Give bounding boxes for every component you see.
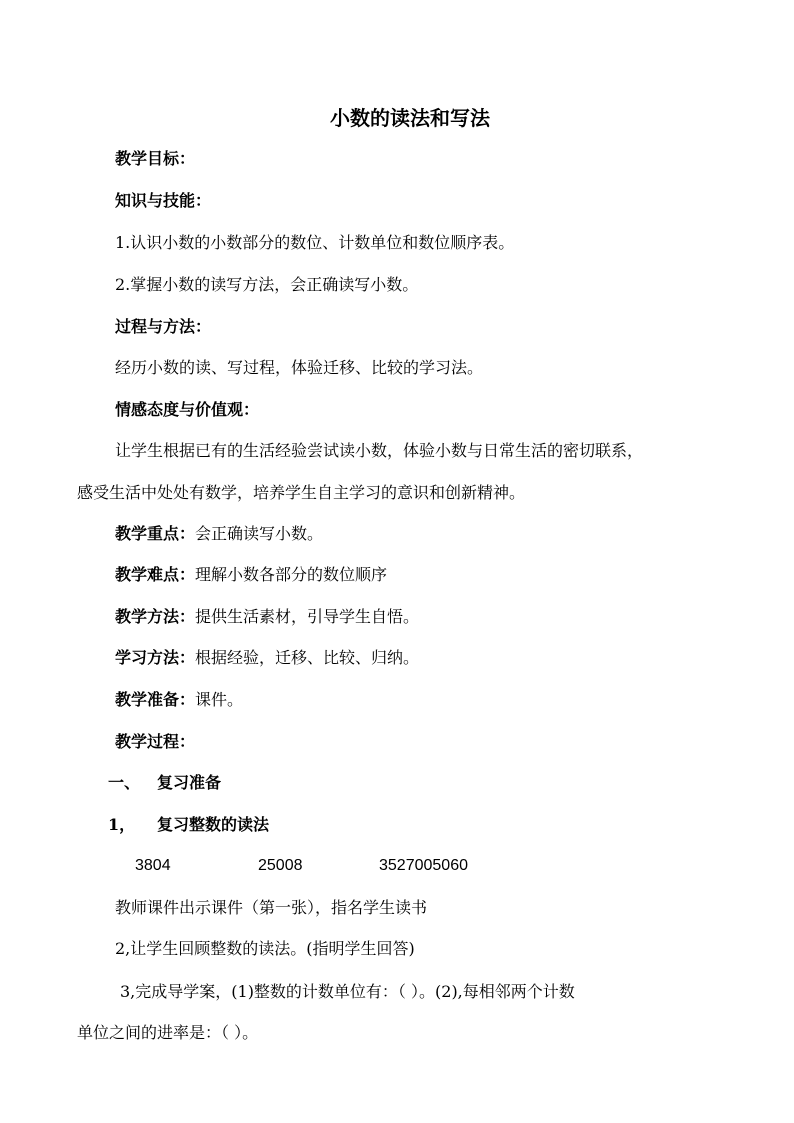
step-3-line-1: 3,完成导学案，(1)整数的计数单位有：（ ）。(2),每相邻两个计数 <box>120 982 575 1001</box>
preparation-text: 课件。 <box>195 690 244 709</box>
study-method-text: 根据经验，迁移、比较、归纳。 <box>195 648 420 667</box>
procedure-heading: 教学过程： <box>115 732 196 751</box>
section-1-marker: 一、 <box>108 773 141 792</box>
number-1: 3804 <box>135 857 171 874</box>
preparation-row <box>115 690 243 710</box>
item-1-marker: 1， <box>108 815 136 834</box>
study-method-row <box>115 648 419 668</box>
section-1-title: 复习准备 <box>157 773 222 792</box>
knowledge-item-1: 1.认识小数的小数部分的数位、计数单位和数位顺序表。 <box>115 233 515 252</box>
emotion-heading: 情感态度与价值观： <box>115 400 260 419</box>
number-3: 3527005060 <box>379 857 468 874</box>
method-text: 提供生活素材，引导学生自悟。 <box>195 607 420 626</box>
key-point-row <box>115 524 323 544</box>
key-point-text: 会正确读写小数。 <box>195 524 324 543</box>
step-3-line-2: 单位之间的进率是：（ ）。 <box>77 1023 259 1042</box>
teacher-note: 教师课件出示课件（第一张），指名学生读书 <box>115 898 428 917</box>
number-2: 25008 <box>258 857 303 874</box>
difficulty-label: 教学难点： <box>115 565 196 584</box>
knowledge-item-2: 2.掌握小数的读写方法，会正确读写小数。 <box>115 275 419 294</box>
emotion-text-line-1: 让学生根据已有的生活经验尝试读小数，体验小数与日常生活的密切联系， <box>115 441 644 460</box>
step-2: 2,让学生回顾整数的读法。(指明学生回答) <box>115 939 415 958</box>
page-title: 小数的读法和写法 <box>330 106 490 130</box>
method-label: 教学方法： <box>115 607 196 626</box>
preparation-label: 教学准备： <box>115 690 196 709</box>
item-1-title: 复习整数的读法 <box>157 815 270 834</box>
emotion-text-line-2: 感受生活中处处有数学，培养学生自主学习的意识和创新精神。 <box>77 483 526 502</box>
difficulty-text: 理解小数各部分的数位顺序 <box>195 565 388 584</box>
process-heading: 过程与方法： <box>115 317 212 336</box>
goals-heading: 教学目标： <box>115 149 196 168</box>
key-point-label: 教学重点： <box>115 524 196 543</box>
knowledge-heading: 知识与技能： <box>115 191 212 210</box>
study-method-label: 学习方法： <box>115 648 196 667</box>
process-text: 经历小数的读、写过程，体验迁移、比较的学习法。 <box>115 358 484 377</box>
difficulty-row <box>115 565 387 585</box>
method-row <box>115 607 419 627</box>
